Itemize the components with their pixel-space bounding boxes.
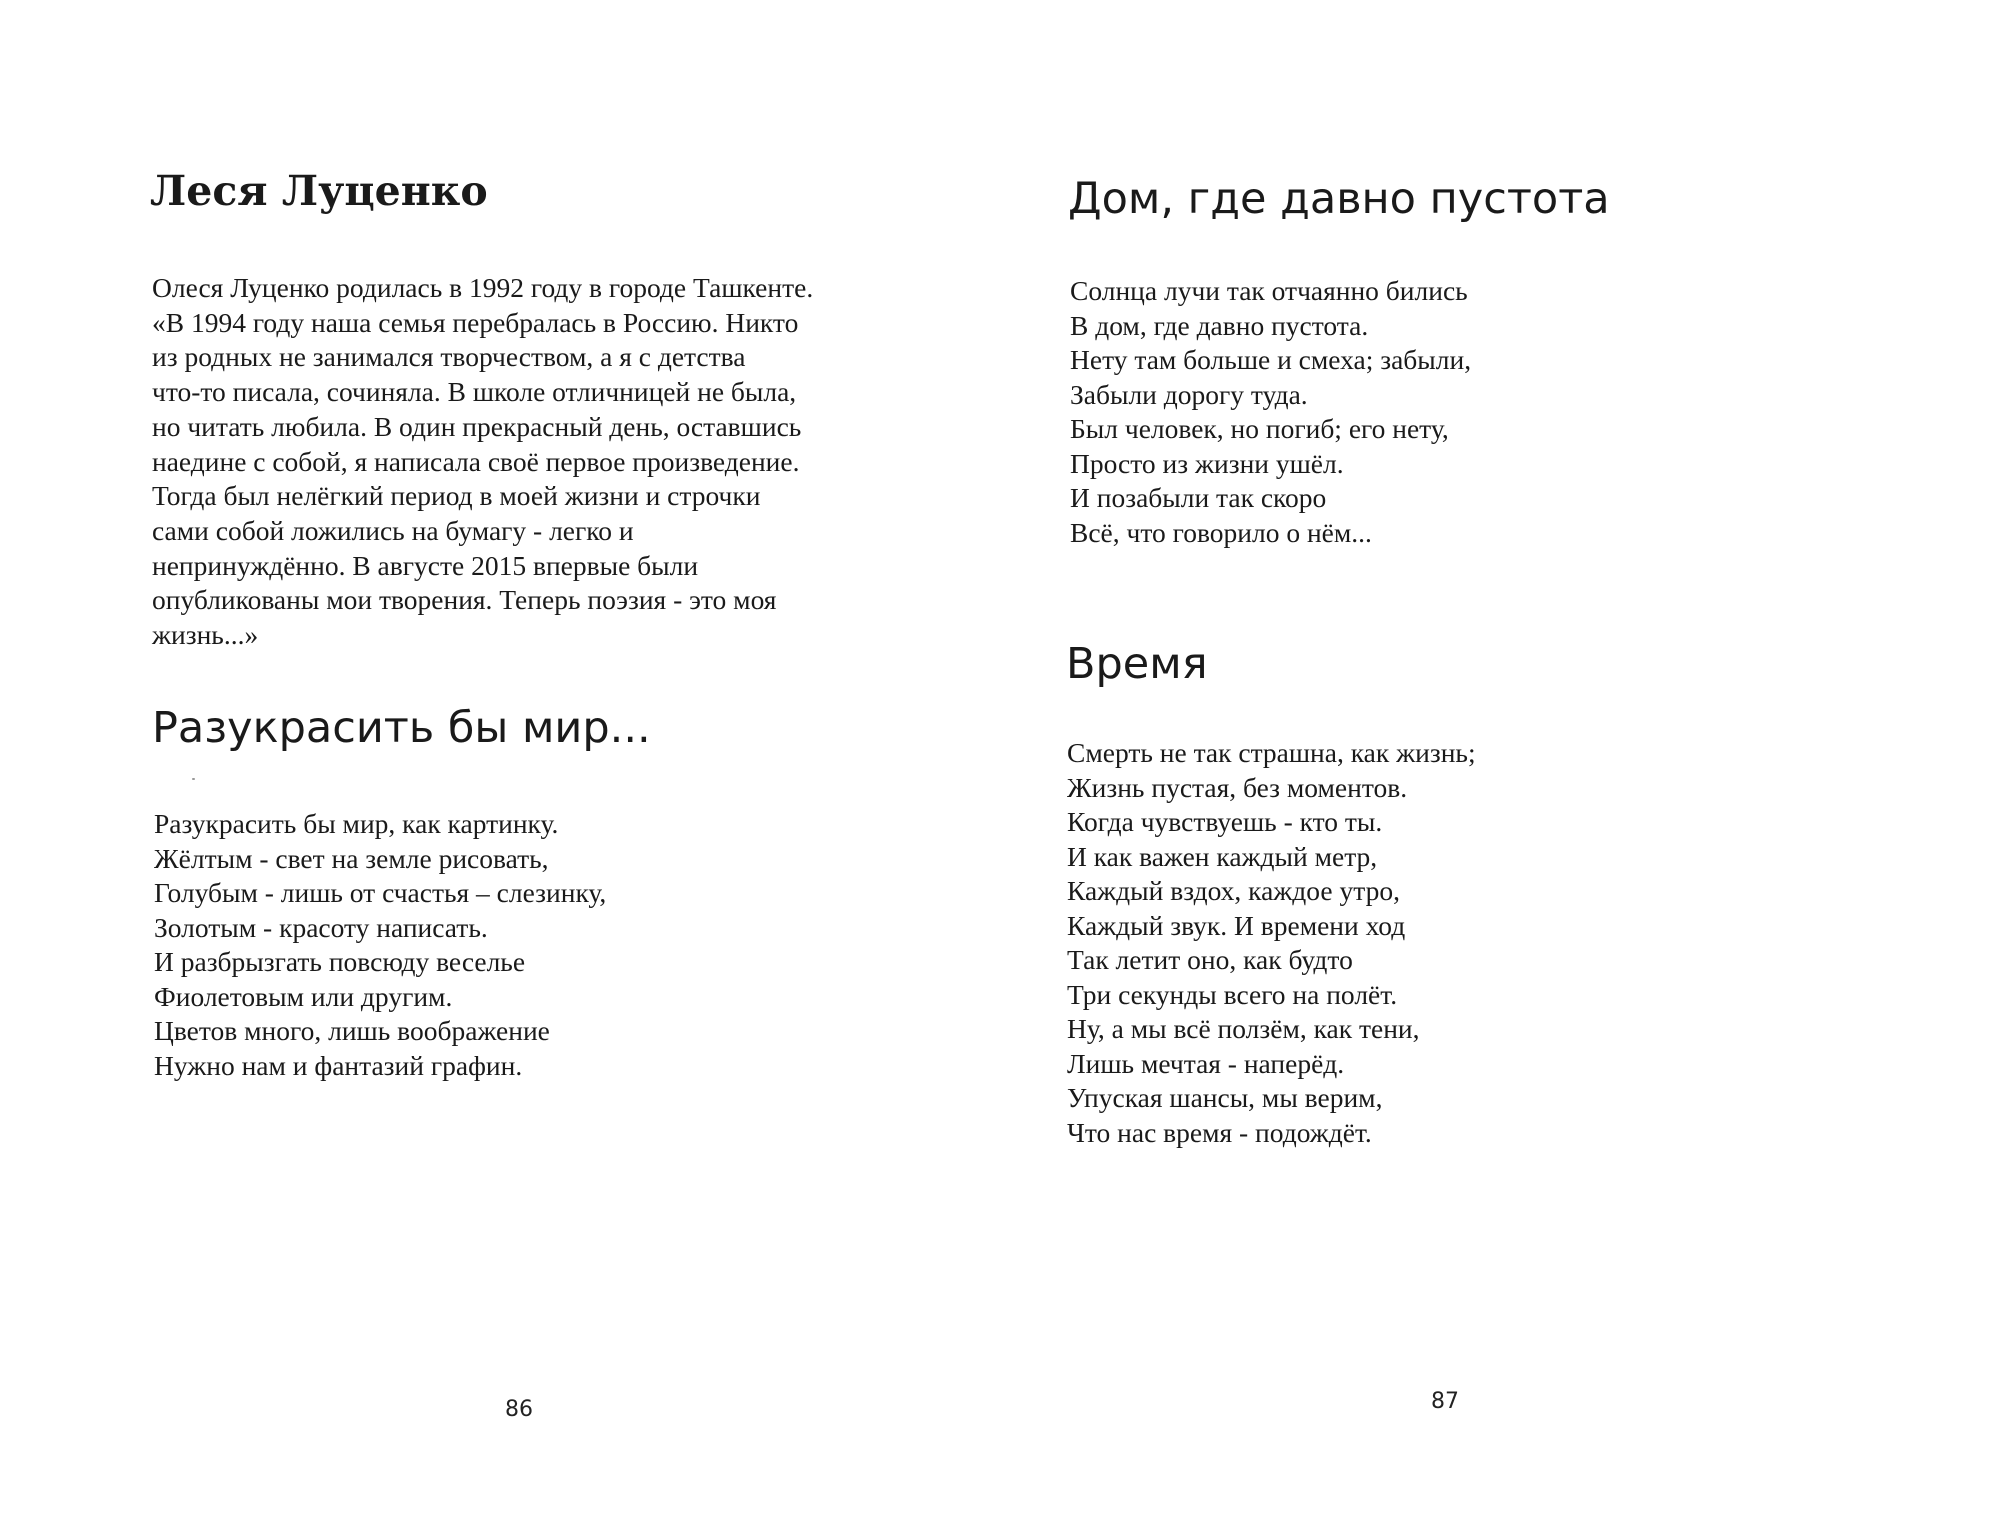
poem-line: И позабыли так скоро xyxy=(1070,482,1327,513)
bio-line: сами собой ложились на бумагу - легко и xyxy=(152,514,634,546)
poem-line: И разбрызгать повсюду веселье xyxy=(154,946,526,977)
poem-line: Ну, а мы всё ползём, как тени, xyxy=(1067,1013,1420,1044)
poem-line: Просто из жизни ушёл. xyxy=(1070,447,1344,479)
right-page xyxy=(1000,0,2000,1514)
poem-line: Жёлтым - свет на земле рисовать, xyxy=(154,842,549,874)
bio-line: опубликованы мои творения. Теперь поэзия - это моя xyxy=(152,584,777,616)
poem-line: Каждый звук. И времени ход xyxy=(1067,909,1406,941)
bio-line: что-то писала, сочиняла. В школе отличницей не была, xyxy=(152,376,797,408)
poem-line: Что нас время - подождёт. xyxy=(1067,1116,1372,1148)
poem-body-razukrasit xyxy=(154,807,606,1083)
poem-line: Так летит оно, как будто xyxy=(1067,944,1353,975)
bio-line: жизнь...» xyxy=(152,619,259,651)
poem-title-dom: Дом, где давно пустота xyxy=(1068,174,1610,224)
poem-line: Солнца лучи так отчаянно бились xyxy=(1070,275,1468,306)
poem-line: Нету там больше и смеха; забыли, xyxy=(1070,344,1472,375)
poem-line: И как важен каждый метр, xyxy=(1067,840,1378,872)
poem-line: Всё, что говорило о нём... xyxy=(1070,516,1372,548)
poem-line: Три секунды всего на полёт. xyxy=(1067,978,1398,1010)
poem-title-vremya: Время xyxy=(1066,639,1208,689)
poem-line: Цветов много, лишь воображение xyxy=(154,1015,550,1046)
poem-line: Жизнь пустая, без моментов. xyxy=(1067,771,1408,803)
page-number-right: 87 xyxy=(1431,1389,1459,1414)
poem-line: Когда чувствуешь - кто ты. xyxy=(1067,806,1383,837)
poem-title-razukrasit: Разукрасить бы мир... xyxy=(152,703,651,753)
bio-line: Олеся Луценко родилась в 1992 году в городе Ташкенте. xyxy=(152,272,814,303)
poem-line: Был человек, но погиб; его нету, xyxy=(1070,413,1449,444)
page-number-left: 86 xyxy=(505,1397,533,1422)
poem-body-dom xyxy=(1070,274,1471,550)
poem-line: Разукрасить бы мир, как картинку. xyxy=(154,808,559,839)
bio-line: наедине с собой, я написала своё первое произведение. xyxy=(152,445,800,477)
poem-line: Нужно нам и фантазий графин. xyxy=(154,1049,523,1081)
bio-line: «В 1994 году наша семья перебралась в Россию. Никто xyxy=(152,306,799,338)
poem-line: Голубым - лишь от счастья – слезинку, xyxy=(154,877,607,908)
poem-line: Смерть не так страшна, как жизнь; xyxy=(1067,737,1476,768)
poem-line: Лишь мечтая - наперёд. xyxy=(1067,1047,1345,1079)
poem-line: Фиолетовым или другим. xyxy=(154,980,453,1012)
author-bio xyxy=(152,271,942,653)
poem-line: Забыли дорогу туда. xyxy=(1070,378,1308,410)
poem-line: В дом, где давно пустота. xyxy=(1070,309,1369,341)
poem-line: Золотым - красоту написать. xyxy=(154,911,488,943)
bio-line: из родных не занимался творчеством, а я с детства xyxy=(152,341,746,373)
bio-line: Тогда был нелёгкий период в моей жизни и строчки xyxy=(152,480,761,512)
poem-line: Упуская шансы, мы верим, xyxy=(1067,1082,1383,1113)
author-name: Леся Луценко xyxy=(150,167,488,215)
bio-line: непринуждённо. В августе 2015 впервые были xyxy=(152,549,699,581)
poem-body-vremya xyxy=(1067,736,1476,1150)
print-speck xyxy=(192,778,195,780)
bio-line: но читать любила. В один прекрасный день, оставшись xyxy=(152,410,802,442)
poem-line: Каждый вздох, каждое утро, xyxy=(1067,875,1400,906)
